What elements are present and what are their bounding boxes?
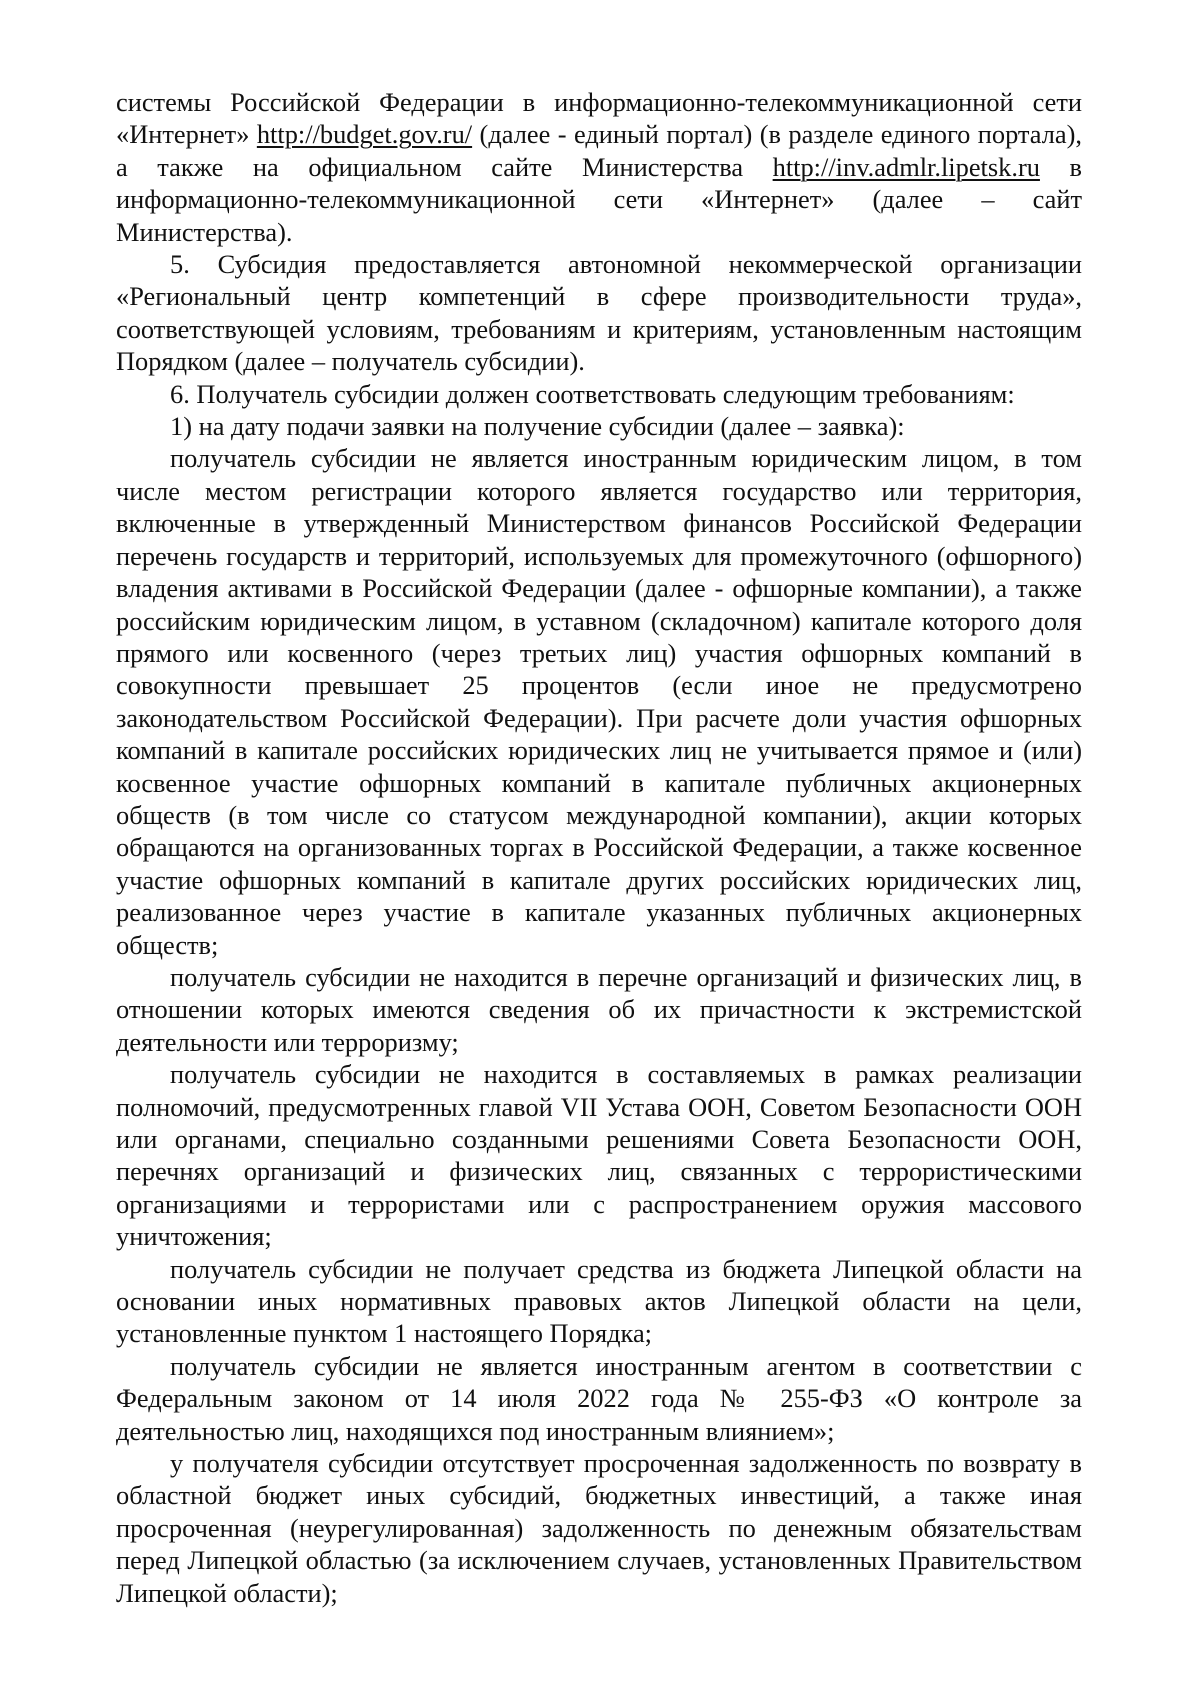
paragraph-offshore-requirement: получатель субсидии не является иностранным юридическим лицом, в том числе местом регистрации которого является государство или территория, включенные в утвержденный Министерством финансов Российской Федерации перечень государств и территорий, используемых для промежуточного (офшорного) владения активами в Российской Федерации (далее - офшорные компании), а также российским юридическим лицом, в уставном (складочном) капитале которого доля прямого или косвенного (через третьих лиц) участия офшорных компаний в совокупности превышает 25 процентов (если иное не предусмотрено законодательством Российской Федерации). При расчете доли участия офшорных компаний в капитале российских юридических лиц не учитывается прямое и (или) косвенное участие офшорных компаний в капитале публичных акционерных обществ (в том числе со статусом международной компании), акции которых обращаются на организованных торгах в Российской Федерации, а также косвенное участие офшорных компаний в капитале других российских юридических лиц, реализованное через участие в капитале указанных публичных акционерных обществ;: [116, 443, 1082, 960]
paragraph-item-5: 5. Субсидия предоставляется автономной некоммерческой организации «Региональный центр компетенций в сфере производительности труда», соответствующей условиям, требованиям и критериям, установленным настоящим Порядком (далее – получатель субсидии).: [116, 249, 1082, 377]
paragraph-subitem-1: 1) на дату подачи заявки на получение субсидии (далее – заявка):: [170, 411, 905, 442]
document-page: [116, 86, 1082, 1609]
paragraph-un-list-requirement: получатель субсидии не находится в составляемых в рамках реализации полномочий, предусмотренных главой VII Устава ООН, Советом Безопасности ООН или органами, специально созданными решениями Совета Безопасности ООН, перечнях организаций и физических лиц, связанных с террористическими организациями и террористами или с распространением оружия массового уничтожения;: [116, 1059, 1082, 1252]
ministry-site-link[interactable]: http://inv.admlr.lipetsk.ru: [772, 151, 1040, 182]
paragraph-budget-requirement: получатель субсидии не получает средства из бюджета Липецкой области на основании иных нормативных правовых актов Липецкой области на цели, установленные пунктом 1 настоящего Порядка;: [116, 1253, 1082, 1349]
paragraph-text: (далее - единый портал) (в разделе единого портала), а также на официальном сайте Министерства: [116, 119, 1083, 182]
budget-portal-link[interactable]: http://budget.gov.ru/: [256, 119, 473, 150]
paragraph-portal-info: [116, 86, 1082, 248]
paragraph-extremism-requirement: получатель субсидии не находится в перечне организаций и физических лиц, в отношении которых имеются сведения об их причастности к экстремистской деятельности или терроризму;: [116, 961, 1082, 1057]
paragraph-text: системы Российской Федерации в информационно-телекоммуникационной сети «Интернет»: [116, 87, 1082, 150]
paragraph-foreign-agent-requirement: получатель субсидии не является иностранным агентом в соответствии с Федеральным законом от 14 июля 2022 года № 255-ФЗ «О контроле за деятельностью лиц, находящихся под иностранным влиянием»;: [116, 1350, 1082, 1446]
paragraph-text: в информационно-телекоммуникационной сети «Интернет» (далее – сайт Министерства).: [116, 151, 1082, 247]
paragraph-debt-requirement: у получателя субсидии отсутствует просроченная задолженность по возврату в областной бюджет иных субсидий, бюджетных инвестиций, а также иная просроченная (неурегулированная) задолженность по денежным обязательствам перед Липецкой областью (за исключением случаев, установленных Правительством Липецкой области);: [116, 1448, 1082, 1608]
paragraph-item-6: 6. Получатель субсидии должен соответствовать следующим требованиям:: [170, 378, 1015, 409]
